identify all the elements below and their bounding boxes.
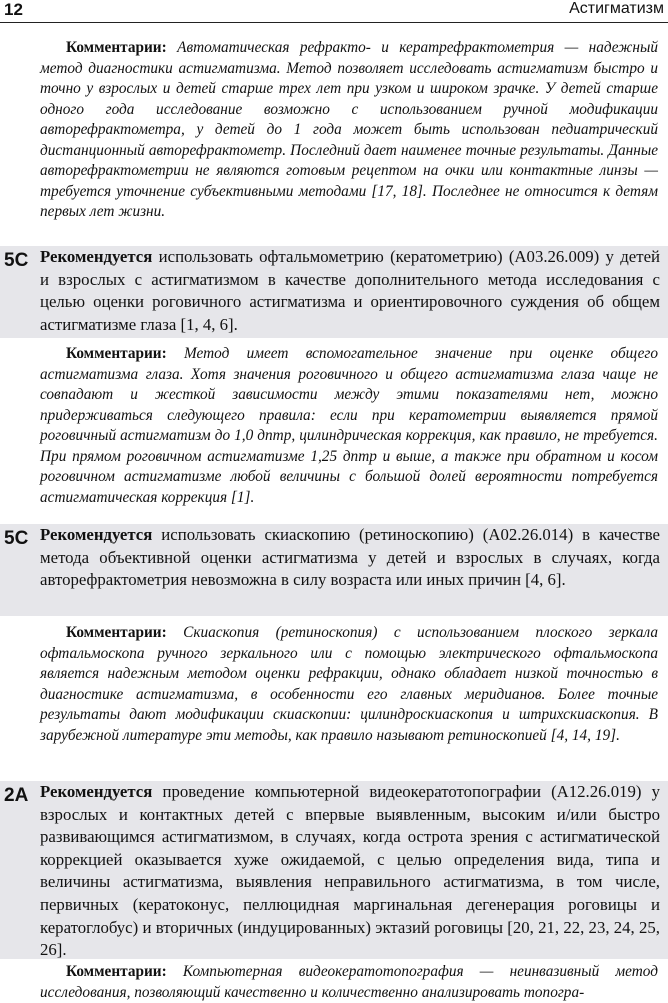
- recommendation-label: Рекомендуется: [40, 782, 153, 801]
- evidence-grade: 5C: [4, 528, 29, 549]
- comment-label: Комментарии:: [66, 345, 167, 362]
- recommendation-label: Рекомендуется: [40, 525, 153, 544]
- page-header: [0, 0, 668, 23]
- evidence-grade: 5C: [4, 250, 29, 271]
- comment-label: Комментарии:: [66, 624, 167, 641]
- running-title: Астигматизм: [569, 0, 664, 17]
- recommendation-text-block: [40, 246, 660, 336]
- evidence-grade: 2A: [4, 785, 29, 806]
- comment-text: Автоматическая рефракто- и кератрефрактометрия — надежный метод диагностики астигматизма. Метод позволяет исследовать астигматизм быстро и точно у взрослых и детей старше трех лет при узком и широком зрачке. У детей старше одного года исследование возможно с использованием ручной модификации авторефрактометра, у детей до 1 года может быть использован педиатрический дистанционный авторефрактометр. Последний дает наименее точные результаты. Данные авторефрактометрии не являются готовым рецептом на очки или контактные линзы — требуется уточнение субъективными методами [17, 18]. Последнее не относится к детям первых лет жизни.: [40, 39, 658, 220]
- comment-text: Компьютерная видеокератотопография — неинвазивный метод исследования, позволяющий качественно и количественно анализировать топогра-: [40, 963, 658, 1001]
- comment-label: Комментарии:: [66, 39, 167, 56]
- recommendation-label: Рекомендуется: [40, 247, 153, 266]
- recommendation-text: проведение компьютерной видеокератотопографии (A12.26.019) у взрослых и контактных детей с впервые выявленным, высоким и/или быстро развивающимся астигматизмом, в случаях, когда острота зрения с астигматической коррекцией оказывается хуже ожидаемой, с целью определения вида, типа и величины астигматизма, выявления неправильного астигматизма, в том числе, первичных (кератоконус, пеллюцидная маргинальная дегенерация роговицы и кератоглобус) и вторичных (индуцированных) эктазий роговицы [20, 21, 22, 23, 24, 25, 26].: [40, 782, 660, 960]
- comment-block-4: [40, 962, 658, 1003]
- comment-block-2: [40, 344, 658, 508]
- recommendation-block-3: [0, 781, 668, 959]
- recommendation-text-block: [40, 781, 660, 962]
- recommendation-text-block: [40, 524, 660, 592]
- recommendation-text: использовать офтальмометрию (кератометрию) (A03.26.009) у детей и взрослых с астигматизмом в качестве дополнительного метода исследования с целью оценки роговичного астигматизма и ориентировочного суждения об общем астигматизме глаза [1, 4, 6].: [40, 247, 660, 334]
- comment-block-1: [40, 38, 658, 223]
- recommendation-block-1: [0, 246, 668, 338]
- page-number: 12: [4, 0, 23, 19]
- comment-text: Метод имеет вспомогательное значение при оценке общего астигматизма глаза. Хотя значения роговичного и общего астигматизма глаза чаще не совпадают и жесткой зависимости между этими показателями нет, можно придерживаться следующего правила: если при кератометрии выявляется прямой роговичный астигматизм до 1,0 дптр, цилиндрическая коррекция, как правило, не требуется. При прямом роговичном астигматизме 1,25 дптр и выше, а также при обратном и косом роговичном астигматизме любой величины с большой долей вероятности потребуется астигматическая коррекция [1].: [40, 345, 658, 506]
- comment-block-3: [40, 623, 658, 746]
- comment-text: Скиаскопия (ретиноскопия) с использованием плоского зеркала офтальмоскопа ручного зеркального или с помощью электрического офтальмоскопа является надежным методом оценки рефракции, однако обладает низкой точностью в диагностике астигматизма, в особенности его главных меридианов. Более точные результаты дают модификации скиаскопии: цилиндроскиаскопия и штрихскиаскопия. В зарубежной литературе эти методы, как правило называют ретиноскопией [4, 14, 19].: [40, 624, 658, 744]
- comment-label: Комментарии:: [66, 963, 167, 980]
- recommendation-text: использовать скиаскопию (ретиноскопию) (A02.26.014) в качестве метода объективной оценки астигматизма у детей и взрослых в случаях, когда авторефрактометрия невозможна в силу возраста или иных причин [4, 6].: [40, 525, 660, 590]
- recommendation-block-2: [0, 524, 668, 616]
